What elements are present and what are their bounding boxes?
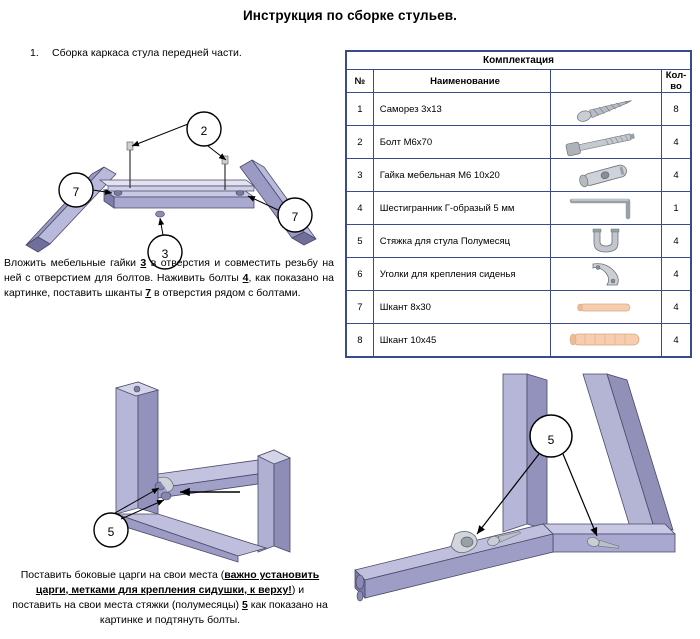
callout-3: 3 [161,247,169,261]
paragraph-step-1 [4,256,334,301]
para-top-ref-4: 4 [242,272,249,284]
para-top-ref-3: 3 [140,257,147,269]
row-no: 4 [347,192,374,225]
table-row [347,126,691,159]
row-no: 2 [347,126,374,159]
row-no: 8 [347,324,374,357]
row-qty: 1 [662,192,691,225]
callout-5-right: 5 [547,433,555,447]
callout-2: 2 [200,124,208,138]
screw-icon [551,93,662,126]
dowel-small-icon [551,291,662,324]
table-col-qty: Кол-во [662,70,691,93]
crescent-bracket-icon [551,225,662,258]
corner-bracket-icon [551,258,662,291]
row-no: 3 [347,159,374,192]
dowel-large-icon [551,324,662,357]
callout-7-right: 7 [291,210,299,224]
bolt-icon [551,126,662,159]
row-no: 5 [347,225,374,258]
table-row [347,324,691,357]
step-1-number: 1. [30,47,39,59]
row-qty: 4 [662,225,691,258]
table-col-image [551,70,662,93]
row-name: Болт М6х70 [373,126,551,159]
para-bottom-part1: Поставить боковые царги на свои места ( [20,569,225,581]
row-qty: 4 [662,126,691,159]
table-row [347,258,691,291]
page-title: Инструкция по сборке стульев. [243,8,457,23]
row-name: Шкант 8х30 [373,291,551,324]
row-qty: 4 [662,159,691,192]
row-name: Саморез 3х13 [373,93,551,126]
row-name: Шестигранник Г-образый 5 мм [373,192,551,225]
para-top-ref-7: 7 [145,287,152,299]
row-qty: 4 [662,324,691,357]
para-top-part3: , как показано на картинке, поставить шканты [4,272,334,299]
crescent-bracket-install-diagram [335,374,695,634]
table-row [347,93,691,126]
side-rail-assembly-diagram [8,378,328,563]
table-header-main: Комплектация [347,52,691,70]
row-name: Стяжка для стула Полумесяц [373,225,551,258]
row-name: Шкант 10х45 [373,324,551,357]
row-no: 6 [347,258,374,291]
row-qty: 4 [662,291,691,324]
para-bottom-ref-5: 5 [241,599,248,611]
table-col-no: № [347,70,374,93]
table-row [347,225,691,258]
table-row [347,159,691,192]
parts-table [346,51,691,357]
table-col-name: Наименование [373,70,551,93]
para-top-part4: в отверстия рядом с болтами. [151,287,301,299]
row-no: 7 [347,291,374,324]
callout-5-left: 5 [107,525,115,539]
row-no: 1 [347,93,374,126]
barrel-nut-icon [551,159,662,192]
front-frame-assembly-diagram [8,62,328,261]
callout-7-left: 7 [72,185,80,199]
para-bottom-part3: как показано на картинке и подтянуть болты. [99,599,328,626]
step-1-heading [30,47,242,59]
para-bottom-part2: ) и поставить на свои места стяжки (полумесяцы) [12,584,305,611]
parts-table-container [345,50,692,358]
row-name: Уголки для крепления сиденья [373,258,551,291]
hex-key-icon [551,192,662,225]
table-row [347,192,691,225]
para-top-part2: в отверстия и совместить резьбу на ней с отверстием для болтов. Наживить болты [4,257,335,284]
row-qty: 4 [662,258,691,291]
step-1-text: Сборка каркаса стула передней части. [52,47,242,59]
row-name: Гайка мебельная М6 10х20 [373,159,551,192]
paragraph-step-2 [10,568,330,628]
para-top-part1: Вложить мебельные гайки [4,257,141,269]
row-qty: 8 [662,93,691,126]
para-bottom-emphasis: важно установить царги, метками для крепления сидушки, к верху! [35,569,320,596]
table-row [347,291,691,324]
